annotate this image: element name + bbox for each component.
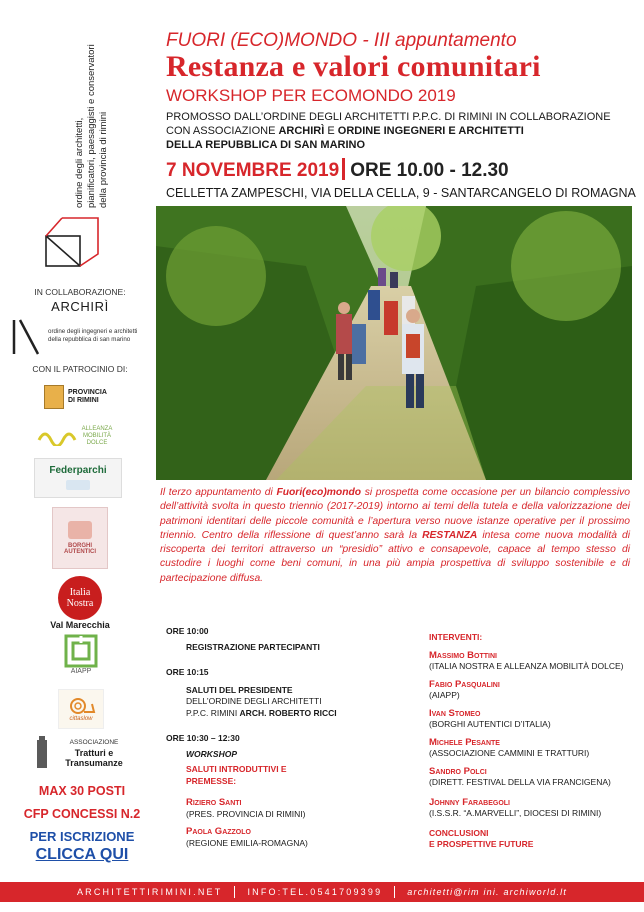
footer-separator	[234, 886, 235, 898]
speaker-name: Sandro Polci	[429, 765, 487, 777]
date-separator	[342, 158, 345, 180]
ordine-architetti-vertical-text	[68, 30, 130, 214]
interventi-label: INTERVENTI:	[429, 632, 483, 642]
saluti-presidente: SALUTI DEL PRESIDENTE	[186, 684, 293, 695]
collab-label: IN COLLABORAZIONE:	[34, 287, 126, 297]
promo-archiri: ARCHIRÌ	[278, 125, 325, 137]
speaker-name: Fabio Pasqualini	[429, 678, 500, 690]
time-3: ORE 10:30 – 12:30	[166, 733, 240, 743]
cittaslow-label: cittaslow	[69, 716, 93, 722]
promo-line-2	[166, 124, 636, 138]
speaker-role: (DIRETT. FESTIVAL DELLA VIA FRANCIGENA)	[429, 777, 611, 787]
speaker-role: (AIAPP)	[429, 690, 460, 700]
conclusioni-2: E PROSPETTIVE FUTURE	[429, 839, 534, 849]
speaker-role: (I.S.S.R. “A.MARVELLI”, DIOCESI DI RIMINI)	[429, 808, 602, 818]
event-date-time	[166, 158, 509, 182]
tratturi-line-2: Transumanze	[65, 758, 123, 768]
borghi-icon	[68, 521, 92, 539]
intro-fuorimondo: Fuori(eco)mondo	[276, 487, 362, 498]
cfp-concessi: CFP CONCESSI N.2	[23, 807, 141, 821]
patronage-label: CON IL PATROCINIO DI:	[32, 364, 128, 374]
snail-icon	[66, 696, 96, 716]
archiri-label: ARCHIRÌ	[51, 299, 109, 314]
federparchi-mark-icon	[66, 480, 90, 490]
speaker-name: Riziero Santi	[186, 797, 242, 808]
workshop-line: WORKSHOP PER ECOMONDO 2019	[166, 86, 456, 105]
speaker-name: Johnny Farabegoli	[429, 796, 511, 808]
aiapp-label: AIAPP	[70, 668, 92, 675]
assoc-label: ASSOCIAZIONE	[69, 739, 119, 746]
presidente-name: ARCH. ROBERTO RICCI	[239, 707, 337, 718]
speaker-name: Paola Gazzolo	[186, 826, 251, 837]
footer-info: INFO:TEL.0541709399	[247, 887, 383, 897]
ordine-architetti-logo	[42, 214, 104, 276]
federparchi-logo	[34, 458, 122, 498]
promo-line-2-pre: CON ASSOCIAZIONE	[166, 125, 279, 137]
interventi-list	[429, 632, 639, 851]
intro-part-2: si prospetta come occasione per un bilancio complessivo dell’attività svolta in questo triennio (2017-2019) intorno ai temi della tutela e della valorizzazione dei patrimoni identitari delle piccole comunità e l’apertura verso nuove istanze operative per il prossimo triennio. Centro della riflessione di quest’anno sarà la	[160, 487, 630, 541]
aiapp-maze-icon	[64, 634, 98, 668]
footer-separator	[394, 886, 395, 898]
speaker-name: Ivan Stomeo	[429, 707, 481, 719]
event-time: ORE 10.00 - 12.30	[350, 160, 509, 181]
intro-paragraph	[160, 486, 630, 586]
promo-line-1: PROMOSSO DALL’ORDINE DEGLI ARCHITETTI P.P.C. DI RIMINI IN COLLABORAZIONE	[166, 111, 611, 123]
workshop-label: WORKSHOP	[186, 748, 237, 759]
provincia-label: PROVINCIA DI RIMINI	[68, 389, 107, 404]
alleanza-logo	[30, 421, 124, 451]
vertical-text-1: ordine degli architetti,	[74, 117, 85, 208]
hikers-photo	[156, 206, 632, 480]
per-iscrizione: PER ISCRIZIONE	[29, 829, 135, 844]
speaker-role: (ITALIA NOSTRA E ALLEANZA MOBILITÀ DOLCE)	[429, 661, 624, 671]
speaker-role: (PRES. PROVINCIA DI RIMINI)	[186, 808, 306, 819]
registration: REGISTRAZIONE PARTECIPANTI	[186, 641, 320, 652]
provincia-shield-icon	[44, 385, 64, 409]
italia-nostra-logo	[58, 576, 102, 620]
saluti-ordine: DELL’ORDINE DEGLI ARCHITETTI	[186, 696, 322, 706]
italia-nostra-line-2: Nostra	[66, 598, 94, 609]
speaker-role: (REGIONE EMILIA-ROMAGNA)	[186, 837, 308, 848]
intro-restanza: RESTANZA	[422, 529, 478, 541]
italia-nostra-line-1: Italia	[69, 587, 91, 598]
event-place: CELLETTA ZAMPESCHI, VIA DELLA CELLA, 9 - SANTARCANGELO DI ROMAGNA	[166, 186, 636, 200]
federparchi-label: Federparchi	[49, 465, 107, 476]
intro-part-1: Il terzo appuntamento di	[160, 487, 277, 498]
speaker-role: (ASSOCIAZIONE CAMMINI E TRATTURI)	[429, 748, 590, 758]
ordine-ingegneri-logo	[8, 316, 158, 358]
speaker-role: (BORGHI AUTENTICI D’ITALIA)	[429, 719, 551, 729]
promo-line-3: DELLA REPUBBLICA DI SAN MARINO	[166, 139, 366, 151]
ordine-sm-line-1: ordine degli ingegneri e architetti	[48, 328, 138, 335]
program-schedule	[166, 626, 416, 849]
clicca-qui-link[interactable]: CLICCA QUI	[35, 846, 129, 863]
vertical-text-3: della provincia di rimini	[98, 111, 109, 208]
saluti-ppc-text: P.P.C. RIMINI	[186, 707, 240, 718]
promo-line-2-mid: E	[324, 125, 338, 137]
speaker-name: Michele Pesante	[429, 736, 500, 748]
max-posti: MAX 30 POSTI	[38, 784, 126, 798]
provincia-logo	[44, 382, 124, 412]
conclusioni-1: CONCLUSIONI	[429, 827, 489, 838]
saluti-ppc	[186, 708, 416, 720]
page-title: Restanza e valori comunitari	[166, 50, 541, 83]
event-subtitle: FUORI (ECO)MONDO - III appuntamento	[166, 30, 517, 51]
val-marecchia-label: Val Marecchia	[50, 620, 110, 630]
footer-bar	[0, 882, 644, 902]
vertical-text-2: pianificatori, paesaggisti e conservatori	[86, 44, 97, 208]
alleanza-label: ALLEANZA MOBILITÀ DOLCE	[81, 425, 113, 446]
promo-ordine: ORDINE INGEGNERI E ARCHITETTI	[337, 125, 524, 137]
saluti-introduttivi-2: PREMESSE:	[186, 775, 237, 786]
event-date: 7 NOVEMBRE 2019	[166, 160, 340, 181]
speaker-name: Massimo Bottini	[429, 649, 497, 661]
email-link[interactable]: architetti@rim ini. archiworld.lt	[407, 887, 568, 897]
borghi-label: BORGHI AUTENTICI	[64, 543, 96, 555]
promoter-text	[166, 110, 636, 152]
borghi-autentici-logo	[52, 507, 108, 569]
intro-part-3: intesa come nuova modalità di riscoperta dei territori attraverso un “presidio” attivo e consapevole, capace al tempo stesso di custodire i luoghi come beni comuni, in una più ampia prospettiva di sviluppo sostenibile e di partecipazione diffusa.	[160, 529, 631, 584]
tratturi-line-1: Tratturi e	[74, 748, 114, 758]
time-2: ORE 10:15	[166, 667, 209, 677]
tower-icon	[34, 734, 50, 770]
time-1: ORE 10:00	[166, 626, 209, 636]
cittaslow-logo	[58, 689, 104, 729]
ordine-sm-line-2: della repubblica di san marino	[48, 336, 131, 343]
aiapp-logo	[62, 634, 100, 682]
tratturi-logo-text	[56, 738, 132, 768]
website-link[interactable]: ARCHITETTIRIMINI.NET	[76, 887, 223, 897]
saluti-introduttivi-1: SALUTI INTRODUTTIVI E	[186, 764, 287, 774]
